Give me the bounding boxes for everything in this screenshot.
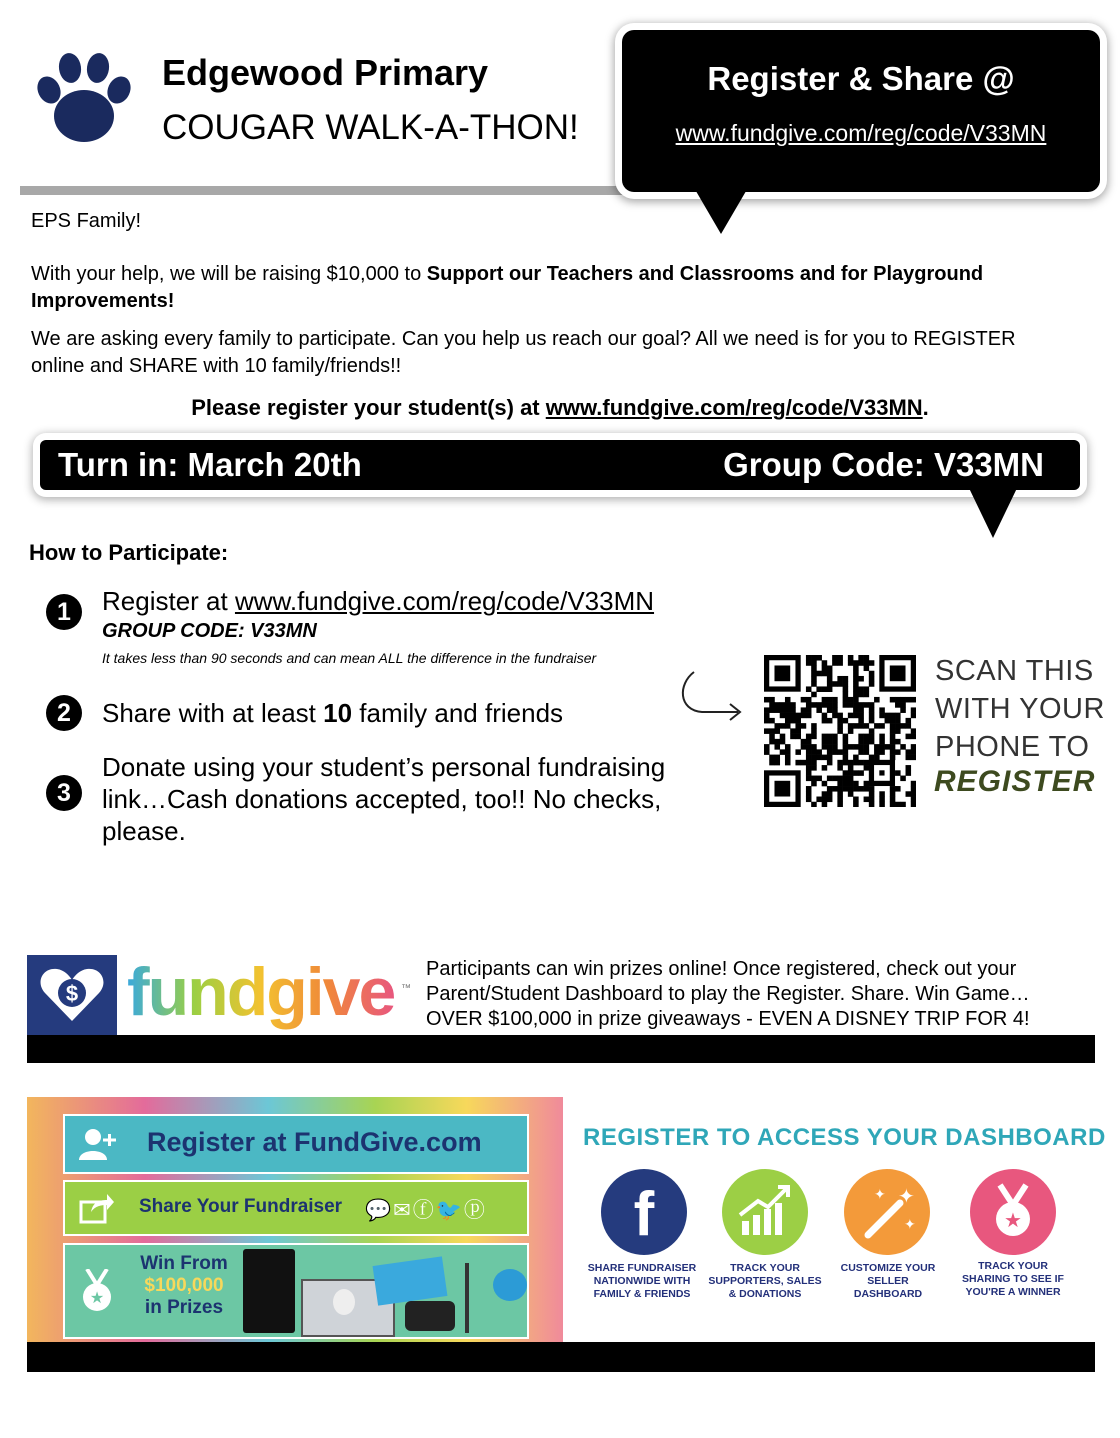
step-2-count: 10: [323, 698, 353, 728]
register-prompt-period: .: [922, 395, 929, 420]
feature-caption-4: [948, 1260, 1078, 1299]
scan-register: REGISTER: [934, 765, 1096, 798]
fundgive-description: [426, 957, 1030, 1032]
console-image: [243, 1249, 295, 1333]
share-row[interactable]: [63, 1180, 529, 1236]
fundgive-wordmark: fundgive: [127, 954, 395, 1030]
caption-line: NATIONWIDE WITH: [593, 1275, 691, 1287]
feature-caption-1: [577, 1262, 707, 1301]
callout-tail: [693, 186, 749, 234]
caption-line: TRACK YOUR: [978, 1260, 1048, 1272]
fundgive-logo-block: [27, 955, 117, 1035]
medal-icon: [79, 1269, 115, 1313]
svg-text:$: $: [65, 981, 79, 1006]
dashboard-title: REGISTER TO ACCESS YOUR DASHBOARD: [583, 1124, 1106, 1151]
step-number-2: 2: [46, 695, 82, 731]
step-number-1: 1: [46, 594, 82, 630]
intro-bold-text: Support our Teachers and Classrooms and for Playground Improvements!: [31, 263, 984, 312]
caption-line: CUSTOMIZE YOUR: [840, 1262, 936, 1274]
step-number-3: 3: [46, 775, 82, 811]
group-code: Group Code: V33MN: [723, 446, 1044, 483]
svg-text:★: ★: [89, 1290, 105, 1307]
step-2: [102, 697, 563, 729]
handheld-console-image: [405, 1301, 455, 1331]
caption-line: SUPPORTERS, SALES: [708, 1275, 822, 1287]
facebook-feature: [601, 1169, 687, 1255]
register-heading: Register & Share @: [707, 60, 1015, 97]
feature-caption-2: [700, 1262, 830, 1301]
caption-line: SHARE FUNDRAISER: [587, 1262, 697, 1274]
arrow-icon: [672, 668, 748, 724]
facebook-icon: [601, 1169, 687, 1255]
howto-title: How to Participate:: [29, 540, 229, 565]
register-prompt: [0, 395, 1120, 421]
feature-caption-3: [823, 1262, 953, 1301]
black-bar: [27, 1035, 1095, 1063]
magic-wand-icon: [844, 1169, 930, 1255]
scan-line-1: SCAN THIS: [935, 655, 1094, 687]
svg-text:✦: ✦: [904, 1217, 916, 1233]
share-row-label: Share Your Fundraiser: [139, 1196, 343, 1217]
fundgive-text-2: Parent/Student Dashboard to play the Register. Share. Win Game…: [426, 983, 1030, 1005]
step-2-suffix: family and friends: [352, 698, 564, 728]
qr-code[interactable]: [764, 655, 916, 807]
apple-logo-icon: [333, 1289, 355, 1315]
track-sales-feature: [722, 1169, 808, 1255]
step-1-link[interactable]: www.fundgive.com/reg/code/V33MN: [234, 586, 655, 616]
step-3-line-2: link…Cash donations accepted, too!! No checks,: [102, 784, 662, 814]
social-icons: 💬✉ⓕ🐦ⓟ: [365, 1199, 487, 1222]
share-icon: [79, 1192, 115, 1224]
greeting: EPS Family!: [31, 210, 142, 232]
step-3: [102, 751, 665, 847]
header-divider: [20, 186, 638, 195]
register-row[interactable]: [63, 1114, 529, 1174]
prizes-row: [63, 1243, 529, 1339]
mascot-image: [493, 1269, 527, 1301]
fundgive-text-3: OVER $100,000 in prize giveaways - EVEN A DISNEY TRIP FOR 4!: [426, 1008, 1030, 1030]
fundgive-text-1: Participants can win prizes online! Once registered, check out your: [426, 958, 1017, 980]
intro-paragraph: [31, 261, 991, 315]
caption-line: DASHBOARD: [853, 1288, 923, 1300]
register-row-label: Register at FundGive.com: [147, 1127, 482, 1157]
event-title: COUGAR WALK-A-THON!: [162, 108, 579, 147]
caption-line: FAMILY & FRIENDS: [593, 1288, 691, 1300]
svg-text:f: f: [633, 1180, 655, 1249]
register-prompt-link[interactable]: www.fundgive.com/reg/code/V33MN: [545, 395, 923, 420]
step-1: [102, 585, 654, 617]
step-2-text: Share with at least: [102, 698, 324, 728]
caption-line: TRACK YOUR: [730, 1262, 800, 1274]
turn-in-date: Turn in: March 20th: [58, 446, 362, 483]
heart-dollar-icon: [27, 955, 117, 1035]
cougar-paw-logo: [34, 50, 134, 150]
register-callout: [622, 30, 1100, 192]
caption-line: SHARING TO SEE IF: [962, 1273, 1064, 1285]
add-user-icon: [79, 1128, 119, 1160]
step-1-group-code: GROUP CODE: V33MN: [102, 620, 317, 642]
svg-text:★: ★: [1004, 1208, 1022, 1232]
step-3-line-1: Donate using your student’s personal fundraising: [102, 752, 666, 782]
caption-line: & DONATIONS: [728, 1288, 802, 1300]
banner-tail: [968, 486, 1018, 538]
step-1-text: Register at: [102, 586, 235, 616]
step-1-note: It takes less than 90 seconds and can mean ALL the difference in the fundraiser: [102, 650, 597, 666]
caption-line: SELLER: [867, 1275, 909, 1287]
black-bar-bottom: [27, 1342, 1095, 1372]
register-url-link[interactable]: www.fundgive.com/reg/code/V33MN: [675, 120, 1047, 146]
prizes-amount: $100,000: [144, 1275, 224, 1296]
winner-feature: [970, 1169, 1056, 1255]
trademark: ™: [401, 983, 411, 994]
fundgive-wordmark-area: [119, 955, 415, 1035]
step-3-line-3: please.: [102, 816, 186, 846]
school-name: Edgewood Primary: [162, 52, 489, 93]
register-prompt-text: Please register your student(s) at: [191, 395, 546, 420]
svg-text:✦: ✦: [898, 1184, 915, 1208]
turn-in-banner: [40, 440, 1080, 490]
promo-banner: [27, 1097, 563, 1342]
award-medal-icon: [970, 1169, 1056, 1255]
scan-line-2: WITH YOUR: [935, 693, 1105, 725]
prizes-line-1: Win From: [140, 1253, 228, 1274]
scan-line-3: PHONE TO: [935, 731, 1090, 763]
caption-line: YOU'RE A WINNER: [965, 1286, 1061, 1298]
customize-feature: [844, 1169, 930, 1255]
intro-text: With your help, we will be raising $10,000 to: [31, 263, 427, 285]
fundgive-logo: [27, 955, 415, 1035]
gift-card-image: [373, 1256, 448, 1305]
svg-text:✦: ✦: [874, 1187, 886, 1203]
chart-growth-icon: [722, 1169, 808, 1255]
ask-paragraph: We are asking every family to participate. Can you help us reach our goal? All we need is for you to REGISTER online and SHARE with 10 family/friends!!: [31, 328, 1016, 377]
prizes-line-3: in Prizes: [144, 1297, 224, 1318]
prizes-text: [129, 1253, 239, 1319]
